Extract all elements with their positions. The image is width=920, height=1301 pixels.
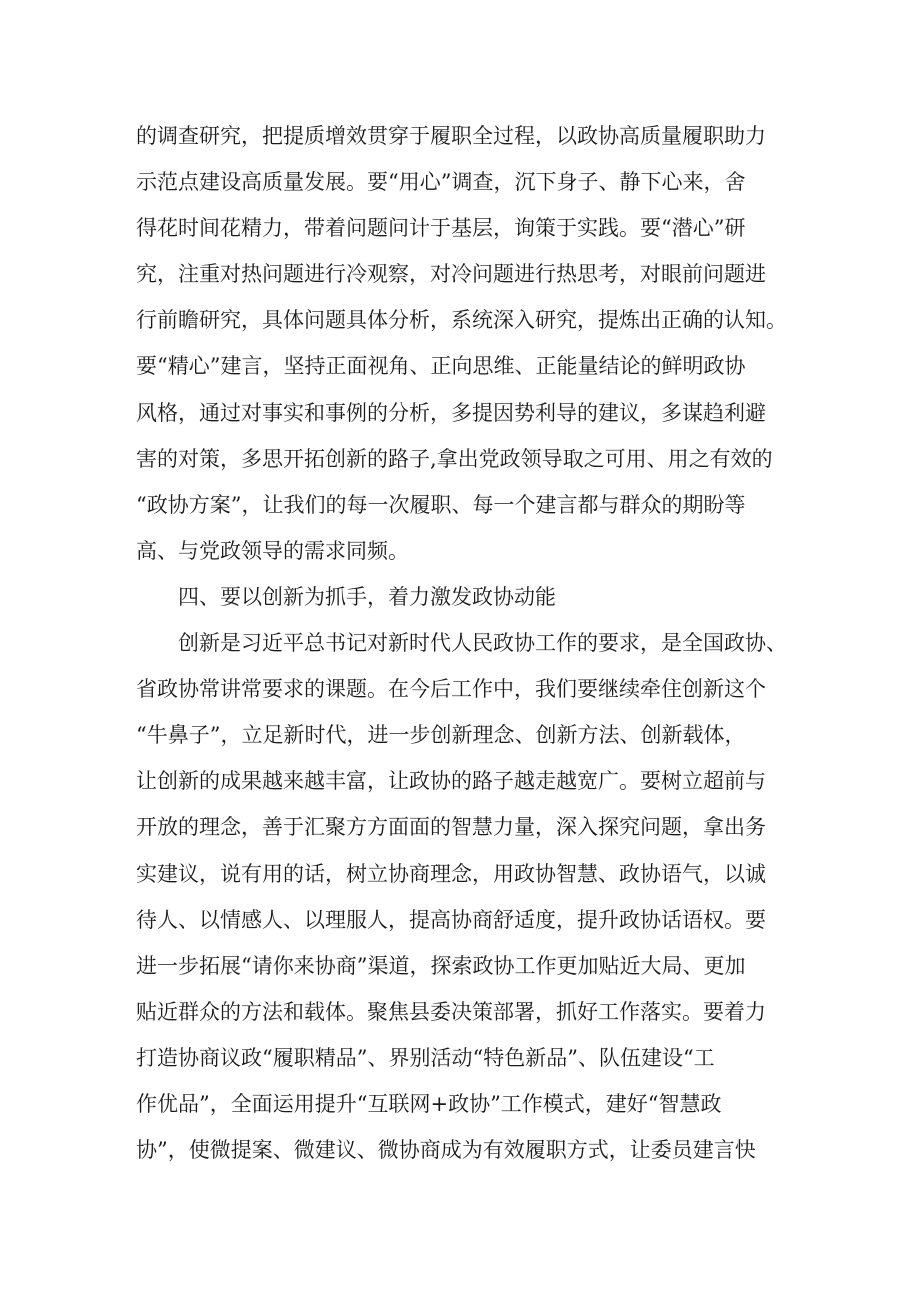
text-line: 风格，通过对事实和事例的分析，多提因势利导的建议，多谋趋利避 [136, 400, 766, 425]
text-line: 待人、以情感人、以理服人，提高协商舒适度，提升政协话语权。要 [136, 907, 766, 932]
text-line: 示范点建设高质量发展。要“用心”调查，沉下身子、静下心来，舍 [136, 170, 746, 195]
text-line: 实建议，说有用的话，树立协商理念，用政协智慧、政协语气，以诚 [136, 861, 766, 886]
text-line: 行前瞻研究，具体问题具体分析，系统深入研究，提炼出正确的认知。 [136, 308, 787, 333]
text-line: 打造协商议政“履职精品”、界别活动“特色新品”、队伍建设“工 [136, 1045, 715, 1070]
text-line: 究，注重对热问题进行冷观察，对冷问题进行热思考，对眼前问题进 [136, 262, 766, 287]
text-line: 害的对策，多思开拓创新的路子,拿出党政领导取之可用、用之有效的 [136, 446, 773, 471]
text-line: 开放的理念，善于汇聚方方面面的智慧力量，深入探究问题，拿出务 [136, 815, 766, 840]
text-line: 高、与党政领导的需求同频。 [136, 538, 409, 563]
text-line: 进一步拓展“请你来协商”渠道，探索政协工作更加贴近大局、更加 [136, 953, 746, 978]
text-line: 贴近群众的方法和载体。聚焦县委决策部署，抓好工作落实。要着力 [136, 999, 766, 1024]
text-line: 得花时间花精力，带着问题问计于基层，询策于实践。要“潜心”研 [136, 216, 746, 241]
section-heading: 四、要以创新为抓手，着力激发政协动能 [178, 584, 556, 609]
text-line: 要“精心”建言，坚持正面视角、正向思维、正能量结论的鲜明政协 [136, 354, 746, 379]
text-line: “政协方案”，让我们的每一次履职、每一个建言都与群众的期盼等 [136, 492, 746, 517]
text-line: 让创新的成果越来越丰富，让政协的路子越走越宽广。要树立超前与 [136, 769, 766, 794]
text-line: 创新是习近平总书记对新时代人民政协工作的要求，是全国政协、 [178, 631, 787, 656]
text-line: 的调查研究，把提质增效贯穿于履职全过程，以政协高质量履职助力 [136, 124, 766, 148]
text-line: 协”，使微提案、微建议、微协商成为有效履职方式，让委员建言快 [136, 1138, 756, 1163]
text-line: 省政协常讲常要求的课题。在今后工作中，我们要继续牵住创新这个 [136, 677, 766, 702]
text-line: “牛鼻子”，立足新时代，进一步创新理念、创新方法、创新载体， [136, 723, 746, 748]
body-text [136, 113, 816, 1173]
text-line: 作优品”，全面运用提升“互联网+政协”工作模式，建好“智慧政 [136, 1091, 722, 1116]
